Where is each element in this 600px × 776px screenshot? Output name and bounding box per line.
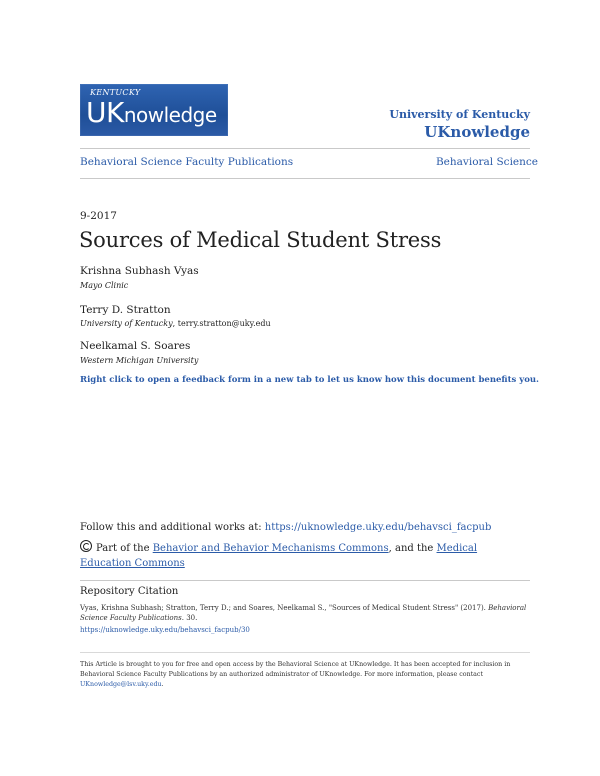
- feedback-link[interactable]: Right click to open a feedback form in a new tab to let us know how this document benefits you.: [80, 375, 540, 385]
- institution-name[interactable]: University of Kentucky: [389, 108, 530, 121]
- part-of-line: Part of the Behavior and Behavior Mechanisms Commons, and the Medical Education Commons: [80, 540, 530, 571]
- divider: [80, 580, 530, 581]
- commons-link-behavior[interactable]: Behavior and Behavior Mechanisms Commons: [152, 543, 389, 554]
- divider: [80, 148, 530, 149]
- divider: [80, 652, 530, 653]
- collection-link[interactable]: Behavioral Science Faculty Publications: [80, 156, 294, 168]
- article-title: Sources of Medical Student Stress: [79, 228, 442, 252]
- logo-kentucky-text: KENTUCKY: [90, 88, 141, 97]
- repository-name[interactable]: UKnowledge: [424, 123, 530, 141]
- citation-url-link[interactable]: https://uknowledge.uky.edu/behavsci_facpub/30: [80, 626, 250, 634]
- institution-block: [389, 108, 530, 142]
- access-notice: This Article is brought to you for free and open access by the Behavioral Science at UKnowledge. It has been accepted for inclusion in Behavioral Science Faculty Publications by an authorized administrator of UKnowledge. For more information, please contact UKnowledge@lsv.uky.edu.: [80, 661, 511, 688]
- open-access-icon: [80, 540, 92, 552]
- author-name: Terry D. Stratton: [80, 304, 171, 316]
- author-name: Krishna Subhash Vyas: [80, 265, 199, 277]
- divider: [80, 178, 530, 179]
- author-name: Neelkamal S. Soares: [80, 340, 191, 352]
- collection-url-link[interactable]: https://uknowledge.uky.edu/behavsci_facpub: [264, 522, 492, 533]
- author-affiliation: Western Michigan University: [80, 356, 199, 365]
- author-affiliation: University of Kentucky, terry.stratton@uky.edu: [80, 319, 271, 328]
- repository-citation-label: Repository Citation: [80, 586, 179, 597]
- commons-link-medical-education[interactable]: Medical Education Commons: [80, 543, 478, 569]
- department-link[interactable]: Behavioral Science: [435, 156, 538, 168]
- author-email[interactable]: , terry.stratton@uky.edu: [172, 319, 271, 328]
- publication-date: 9-2017: [80, 210, 117, 222]
- contact-email-link[interactable]: UKnowledge@lsv.uky.edu: [80, 681, 162, 688]
- author-affiliation: Mayo Clinic: [80, 281, 129, 290]
- follow-prefix: Follow this and additional works at:: [80, 522, 265, 533]
- logo-wordmark: UKnowledge: [86, 96, 217, 129]
- follow-line: [80, 522, 491, 533]
- uknowledge-logo[interactable]: [80, 84, 228, 136]
- citation-text: Vyas, Krishna Subhash; Stratton, Terry D.; and Soares, Neelkamal S., "Sources of Medical Student Stress" (2017). Behavioral Science Faculty Publications. 30.: [80, 604, 527, 622]
